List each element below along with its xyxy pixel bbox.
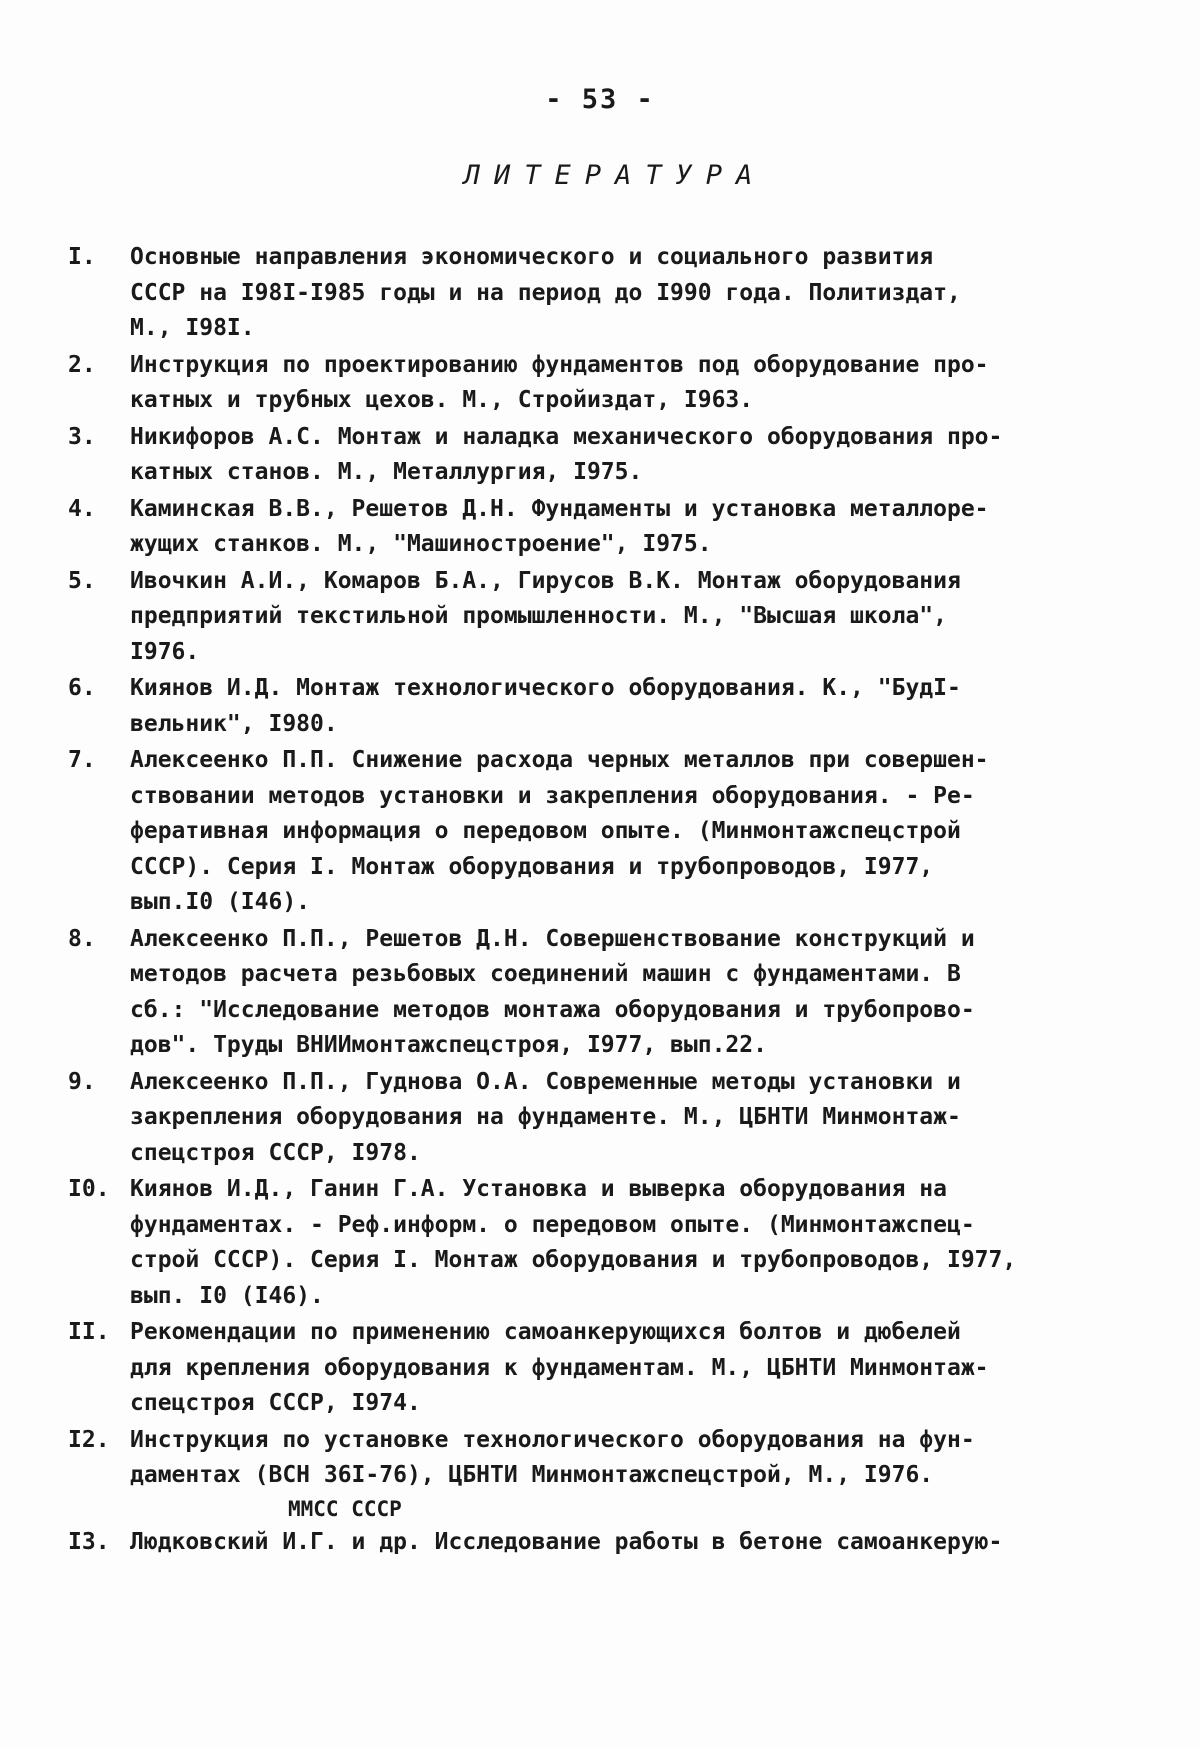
reference-line: фундаментах. - Реф.информ. о передовом опыте. (Минмонтажспец- <box>130 1211 975 1238</box>
reference-line: Алексеенко П.П., Решетов Д.Н. Совершенствование конструкций и <box>130 925 975 952</box>
reference-line: спецстроя СССР, I978. <box>130 1139 421 1166</box>
reference-item <box>68 743 1138 921</box>
reference-text <box>130 671 1138 742</box>
reference-number: 7. <box>68 747 96 773</box>
reference-line: сб.: "Исследование методов монтажа оборудования и трубопрово- <box>130 996 975 1023</box>
reference-line: Основные направления экономического и социального развития <box>130 244 934 270</box>
reference-item <box>68 1172 1138 1314</box>
reference-line: Инструкция по проектированию фундаментов под оборудование про- <box>130 351 989 378</box>
reference-item <box>68 671 1138 742</box>
reference-line: вып. I0 (I46). <box>130 1282 324 1309</box>
reference-number: II. <box>68 1319 110 1345</box>
reference-text <box>130 420 1138 491</box>
reference-line: М., I98I. <box>130 315 255 341</box>
reference-line: феративная информация о передовом опыте. (Минмонтажспецстрой <box>130 818 961 844</box>
reference-line: Каминская В.В., Решетов Д.Н. Фундаменты и установка металлоре- <box>130 495 989 522</box>
reference-line: Ивочкин А.И., Комаров Б.А., Гирусов В.К. Монтаж оборудования <box>130 567 961 594</box>
reference-item <box>68 240 1138 347</box>
reference-item <box>68 922 1138 1064</box>
reference-line: Алексеенко П.П. Снижение расхода черных металлов при совершен- <box>130 747 989 773</box>
reference-text <box>130 492 1138 563</box>
reference-line: катных и трубных цехов. М., Стройиздат, I963. <box>130 387 754 413</box>
reference-line: СССР на I98I-I985 годы и на период до I990 года. Политиздат, <box>130 279 961 306</box>
reference-line: вельник", I980. <box>130 710 338 737</box>
reference-number: 3. <box>68 423 96 450</box>
reference-number: 6. <box>68 675 96 701</box>
reference-line: ствовании методов установки и закрепления оборудования. - Ре- <box>130 782 975 809</box>
reference-item <box>68 564 1138 671</box>
reference-line: Людковский И.Г. и др. Исследование работы в бетоне самоанкерую- <box>130 1528 1003 1555</box>
reference-item <box>68 420 1138 491</box>
reference-line: катных станов. М., Металлургия, I975. <box>130 459 643 485</box>
reference-item <box>68 348 1138 419</box>
reference-text <box>130 564 1138 671</box>
reference-item <box>68 1525 1138 1561</box>
reference-line: СССР). Серия I. Монтаж оборудования и трубопроводов, I977, <box>130 853 934 880</box>
reference-item <box>68 1423 1138 1524</box>
reference-item <box>68 1315 1138 1422</box>
reference-line: Никифоров А.С. Монтаж и наладка механического оборудования про- <box>130 423 1003 450</box>
reference-line: Киянов И.Д., Ганин Г.А. Установка и выверка оборудования на <box>130 1176 947 1202</box>
reference-number: I3. <box>68 1528 110 1555</box>
page-number: - 53 - <box>545 84 655 115</box>
reference-item <box>68 1065 1138 1172</box>
page-title: ЛИТЕРАТУРА <box>463 160 767 191</box>
reference-line: вып.I0 (I46). <box>130 889 311 915</box>
reference-number: 9. <box>68 1068 96 1095</box>
reference-number: 4. <box>68 495 96 522</box>
reference-number: 5. <box>68 567 96 594</box>
reference-list <box>68 240 1138 1561</box>
reference-text <box>130 1315 1138 1422</box>
reference-text <box>130 1423 1138 1524</box>
reference-number: 8. <box>68 925 96 952</box>
reference-annotation: ММСС СССР <box>288 1496 402 1521</box>
reference-line: Инструкция по установке технологического оборудования на фун- <box>130 1426 975 1453</box>
reference-line: Киянов И.Д. Монтаж технологического оборудования. К., "БудІ- <box>130 675 961 701</box>
reference-line: дов". Труды ВНИИмонтажспецстроя, I977, вып.22. <box>130 1032 767 1058</box>
reference-text <box>130 743 1138 921</box>
reference-line: спецстроя СССР, I974. <box>130 1390 421 1416</box>
reference-line: методов расчета резьбовых соединений машин с фундаментами. В <box>130 961 961 987</box>
reference-line: Алексеенко П.П., Гуднова О.А. Современные методы установки и <box>130 1068 961 1095</box>
reference-line: жущих станков. М., "Машиностроение", I975. <box>130 531 712 557</box>
reference-line: для крепления оборудования к фундаментам. М., ЦБНТИ Минмонтаж- <box>130 1354 989 1381</box>
reference-line: Рекомендации по применению самоанкерующихся болтов и дюбелей <box>130 1319 961 1345</box>
reference-line: закрепления оборудования на фундаменте. М., ЦБНТИ Минмонтаж- <box>130 1104 961 1130</box>
reference-number: 2. <box>68 351 96 378</box>
reference-number: I. <box>68 244 96 270</box>
reference-line: предприятий текстильной промышленности. М., "Высшая школа", <box>130 603 947 629</box>
reference-line: даментах (ВСН 36I-76), ЦБНТИ Минмонтажспецстрой, М., I976. <box>130 1462 934 1488</box>
reference-text <box>130 240 1138 347</box>
reference-line: I976. <box>130 638 200 665</box>
reference-text <box>130 1172 1138 1314</box>
reference-text <box>130 1525 1138 1561</box>
reference-line: строй СССР). Серия I. Монтаж оборудования и трубопроводов, I977, <box>130 1247 1017 1273</box>
reference-number: I0. <box>68 1176 110 1202</box>
reference-number: I2. <box>68 1426 110 1453</box>
reference-text <box>130 348 1138 419</box>
reference-item <box>68 492 1138 563</box>
reference-text <box>130 1065 1138 1172</box>
reference-text <box>130 922 1138 1064</box>
